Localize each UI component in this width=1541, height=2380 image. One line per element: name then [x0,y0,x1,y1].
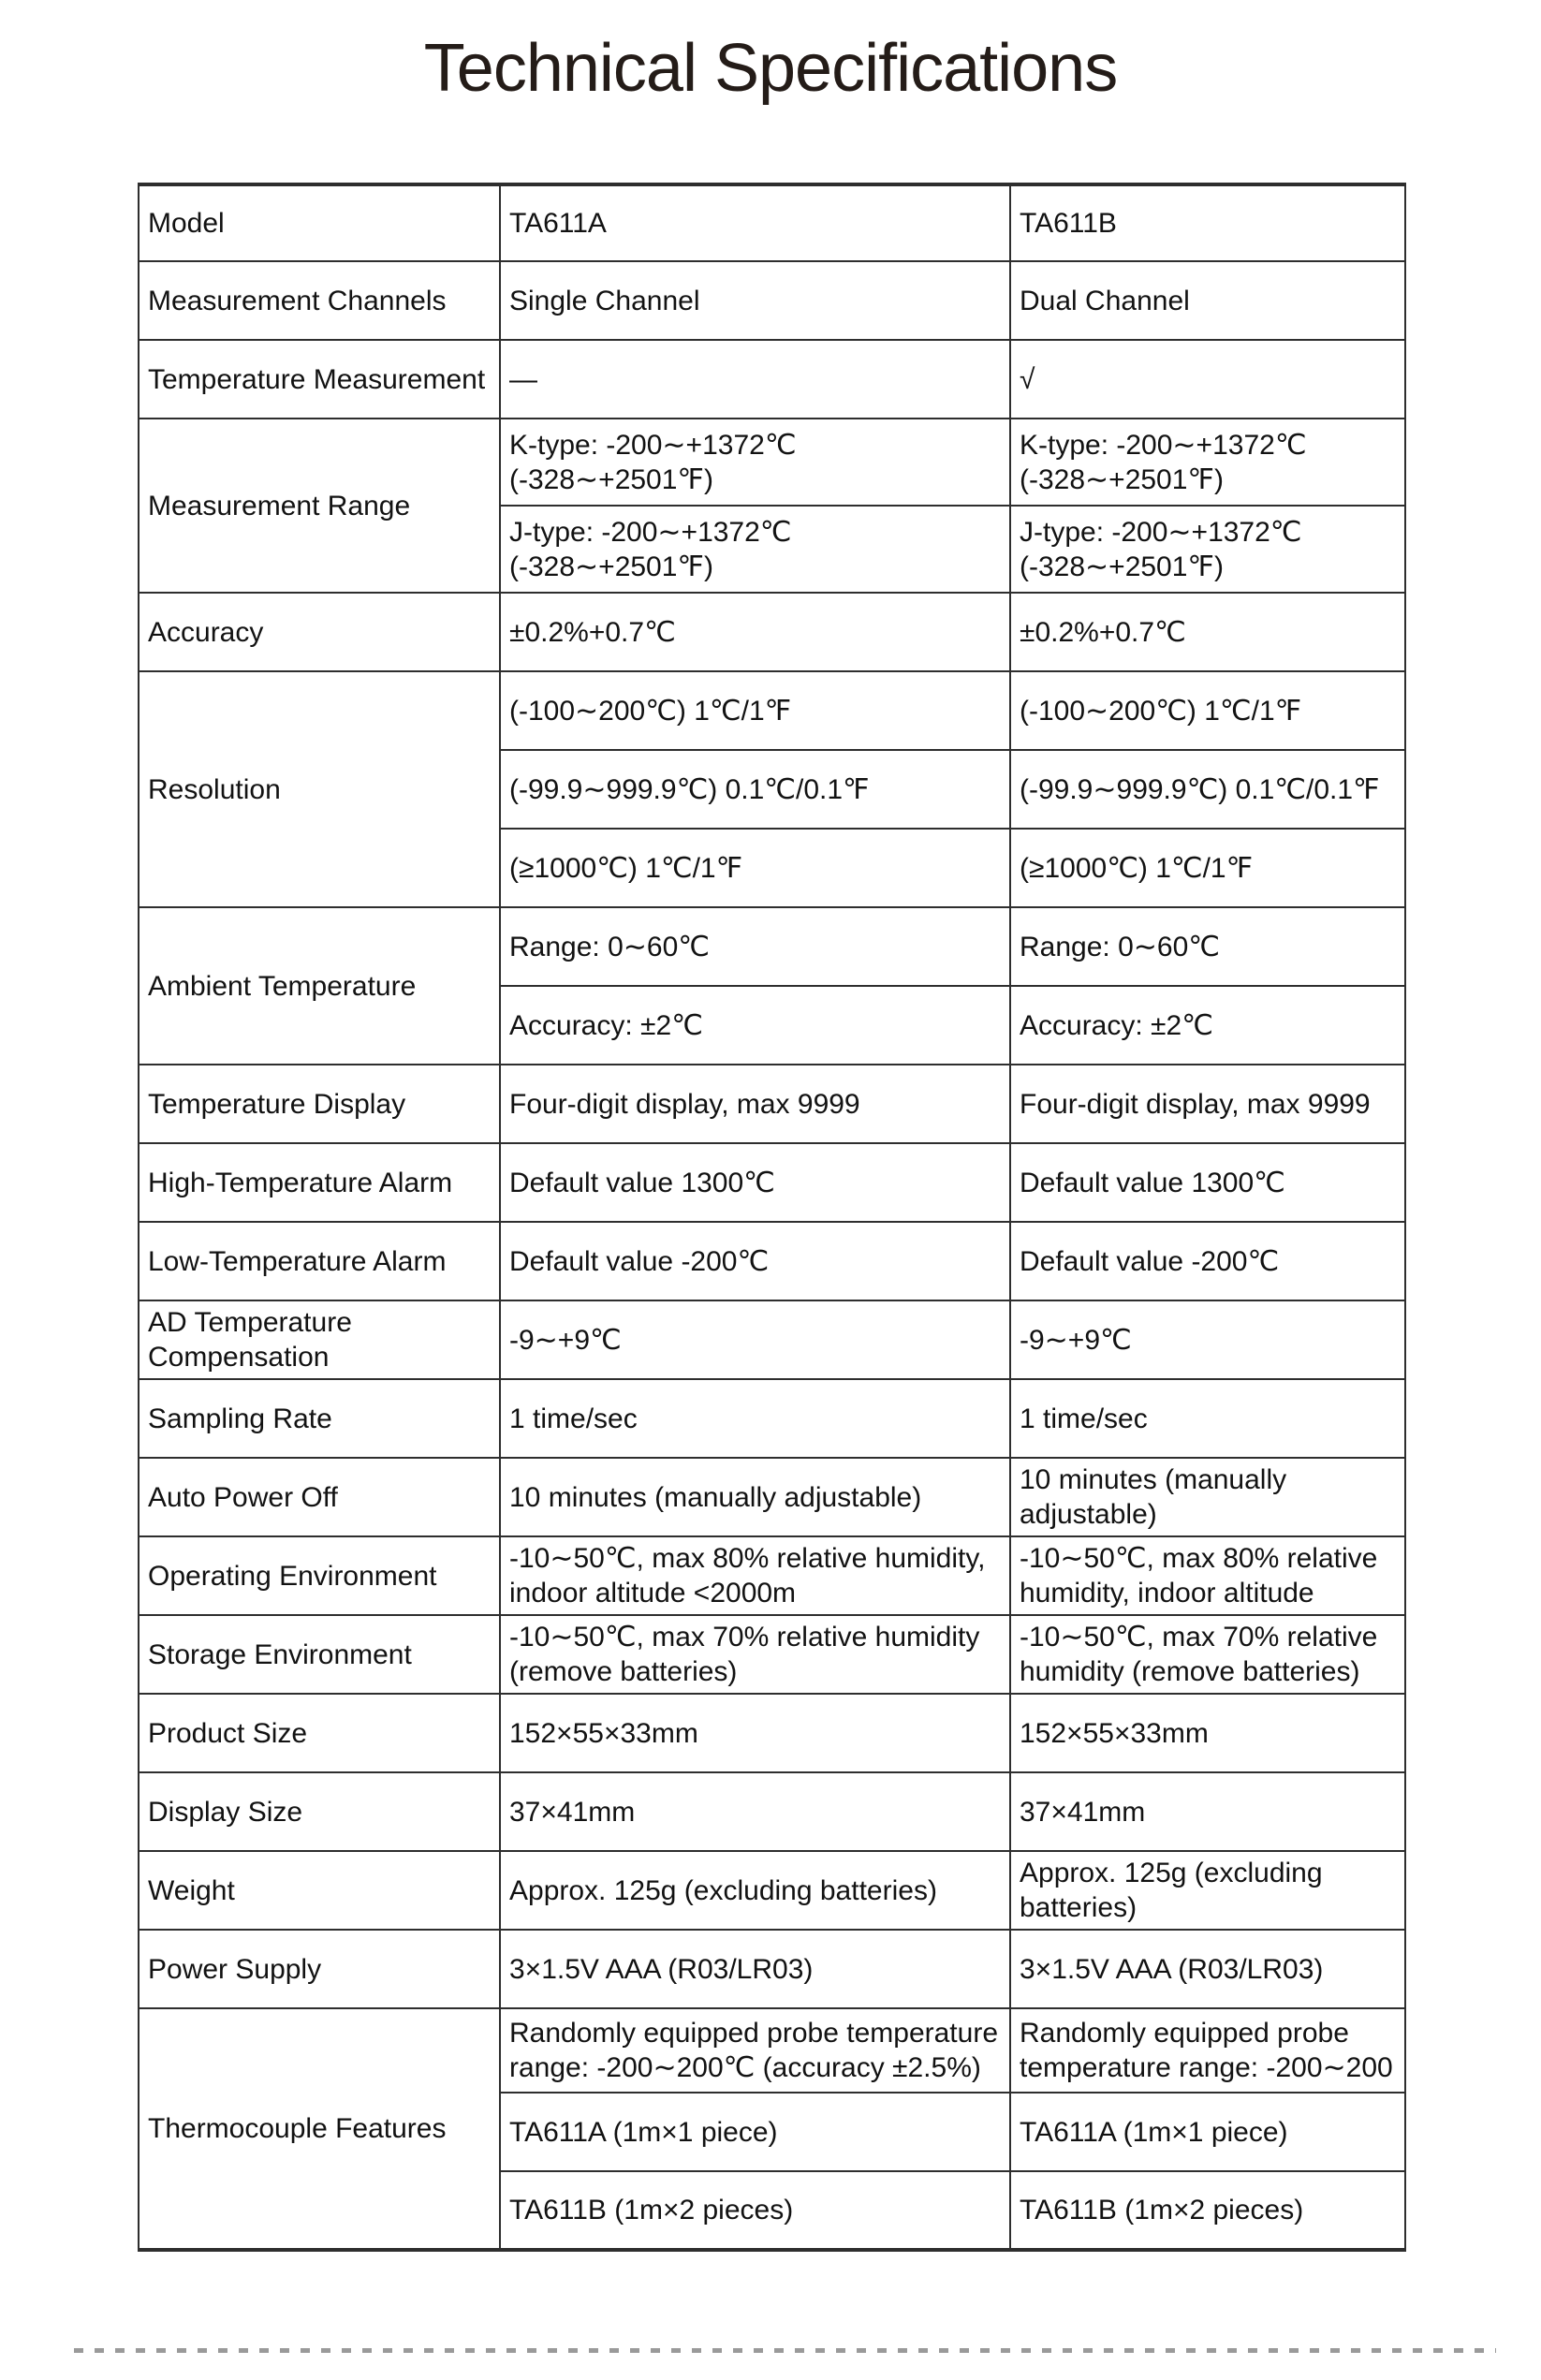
value-ta611b: Default value 1300℃ [1010,1143,1405,1222]
row-label: AD Temperature Compensation [139,1300,500,1379]
row-label: High-Temperature Alarm [139,1143,500,1222]
row-label: Ambient Temperature [139,907,500,1065]
value-ta611b: Approx. 125g (excluding batteries) [1010,1851,1405,1930]
row-low-temperature-alarm [139,1222,1405,1300]
value-ta611b: Four-digit display, max 9999 [1010,1065,1405,1143]
value-ta611a: TA611B (1m×2 pieces) [500,2171,1010,2250]
row-temperature-measurement [139,340,1405,419]
value-ta611a: Randomly equipped probe temperature range: -200∼200℃ (accuracy ±2.5%) [500,2008,1010,2093]
row-auto-power-off [139,1458,1405,1536]
value-ta611a: 37×41mm [500,1772,1010,1851]
value-ta611b: ±0.2%+0.7℃ [1010,593,1405,671]
value-ta611a: Accuracy: ±2℃ [500,986,1010,1065]
value-ta611a: 3×1.5V AAA (R03/LR03) [500,1930,1010,2008]
row-sampling-rate [139,1379,1405,1458]
value-ta611b: TA611A (1m×1 piece) [1010,2093,1405,2171]
value-ta611b: 152×55×33mm [1010,1694,1405,1772]
row-operating-environment [139,1536,1405,1615]
value-ta611b: 3×1.5V AAA (R03/LR03) [1010,1930,1405,2008]
row-accuracy [139,593,1405,671]
value-ta611a: (-99.9∼999.9℃) 0.1℃/0.1℉ [500,750,1010,829]
row-label: Power Supply [139,1930,500,2008]
row-label: Measurement Channels [139,261,500,340]
value-ta611a: Range: 0∼60℃ [500,907,1010,986]
row-model [139,184,1405,261]
value-ta611b: Default value -200℃ [1010,1222,1405,1300]
row-measurement-channels [139,261,1405,340]
value-ta611b: TA611B (1m×2 pieces) [1010,2171,1405,2250]
row-label: Sampling Rate [139,1379,500,1458]
row-display-size [139,1772,1405,1851]
row-ad-temperature-compensation [139,1300,1405,1379]
page-title: Technical Specifications [423,31,1118,106]
value-ta611a: Approx. 125g (excluding batteries) [500,1851,1010,1930]
value-ta611b: -9∼+9℃ [1010,1300,1405,1379]
row-temperature-display [139,1065,1405,1143]
value-ta611a: -10∼50℃, max 80% relative humidity, indoor altitude <2000m [500,1536,1010,1615]
value-ta611a: TA611A (1m×1 piece) [500,2093,1010,2171]
value-ta611a: ±0.2%+0.7℃ [500,593,1010,671]
row-label: Resolution [139,671,500,907]
value-ta611b: (-99.9∼999.9℃) 0.1℃/0.1℉ [1010,750,1405,829]
spec-table [138,183,1406,2252]
dashed-divider [74,2348,1496,2353]
value-ta611b: √ [1010,340,1405,419]
value-ta611a: TA611A [500,184,1010,261]
row-storage-environment [139,1615,1405,1694]
value-ta611a: 10 minutes (manually adjustable) [500,1458,1010,1536]
row-label: Storage Environment [139,1615,500,1694]
value-ta611b: -10∼50℃, max 70% relative humidity (remove batteries) [1010,1615,1405,1694]
value-ta611b: Dual Channel [1010,261,1405,340]
value-ta611b: 37×41mm [1010,1772,1405,1851]
value-ta611a: — [500,340,1010,419]
row-label: Model [139,184,500,261]
row-label: Operating Environment [139,1536,500,1615]
row-label: Accuracy [139,593,500,671]
value-ta611b: Accuracy: ±2℃ [1010,986,1405,1065]
value-ta611b: Randomly equipped probe temperature range: -200∼200 [1010,2008,1405,2093]
row-power-supply [139,1930,1405,2008]
value-ta611b: (≥1000℃) 1℃/1℉ [1010,829,1405,907]
value-ta611a: Single Channel [500,261,1010,340]
value-ta611a: Default value -200℃ [500,1222,1010,1300]
value-ta611a: -9∼+9℃ [500,1300,1010,1379]
value-ta611b: 10 minutes (manually adjustable) [1010,1458,1405,1536]
row-label: Auto Power Off [139,1458,500,1536]
value-ta611b: TA611B [1010,184,1405,261]
value-ta611a: K-type: -200∼+1372℃ (-328∼+2501℉) [500,419,1010,506]
row-high-temperature-alarm [139,1143,1405,1222]
value-ta611b: Range: 0∼60℃ [1010,907,1405,986]
row-label: Temperature Measurement [139,340,500,419]
row-measurement-range-k [139,419,1405,506]
value-ta611a: 1 time/sec [500,1379,1010,1458]
value-ta611a: J-type: -200∼+1372℃ (-328∼+2501℉) [500,506,1010,593]
row-product-size [139,1694,1405,1772]
value-ta611a: Default value 1300℃ [500,1143,1010,1222]
row-label: Weight [139,1851,500,1930]
row-label: Low-Temperature Alarm [139,1222,500,1300]
value-ta611b: (-100∼200℃) 1℃/1℉ [1010,671,1405,750]
value-ta611a: -10∼50℃, max 70% relative humidity (remove batteries) [500,1615,1010,1694]
row-weight [139,1851,1405,1930]
row-label: Product Size [139,1694,500,1772]
value-ta611a: 152×55×33mm [500,1694,1010,1772]
value-ta611a: Four-digit display, max 9999 [500,1065,1010,1143]
row-label: Temperature Display [139,1065,500,1143]
value-ta611a: (≥1000℃) 1℃/1℉ [500,829,1010,907]
value-ta611b: -10∼50℃, max 80% relative humidity, indoor altitude [1010,1536,1405,1615]
row-label: Thermocouple Features [139,2008,500,2250]
value-ta611b: J-type: -200∼+1372℃ (-328∼+2501℉) [1010,506,1405,593]
value-ta611b: 1 time/sec [1010,1379,1405,1458]
value-ta611a: (-100∼200℃) 1℃/1℉ [500,671,1010,750]
row-ambient-range [139,907,1405,986]
row-thermocouple-probe [139,2008,1405,2093]
row-label: Measurement Range [139,419,500,593]
value-ta611b: K-type: -200∼+1372℃ (-328∼+2501℉) [1010,419,1405,506]
row-resolution-1 [139,671,1405,750]
row-label: Display Size [139,1772,500,1851]
